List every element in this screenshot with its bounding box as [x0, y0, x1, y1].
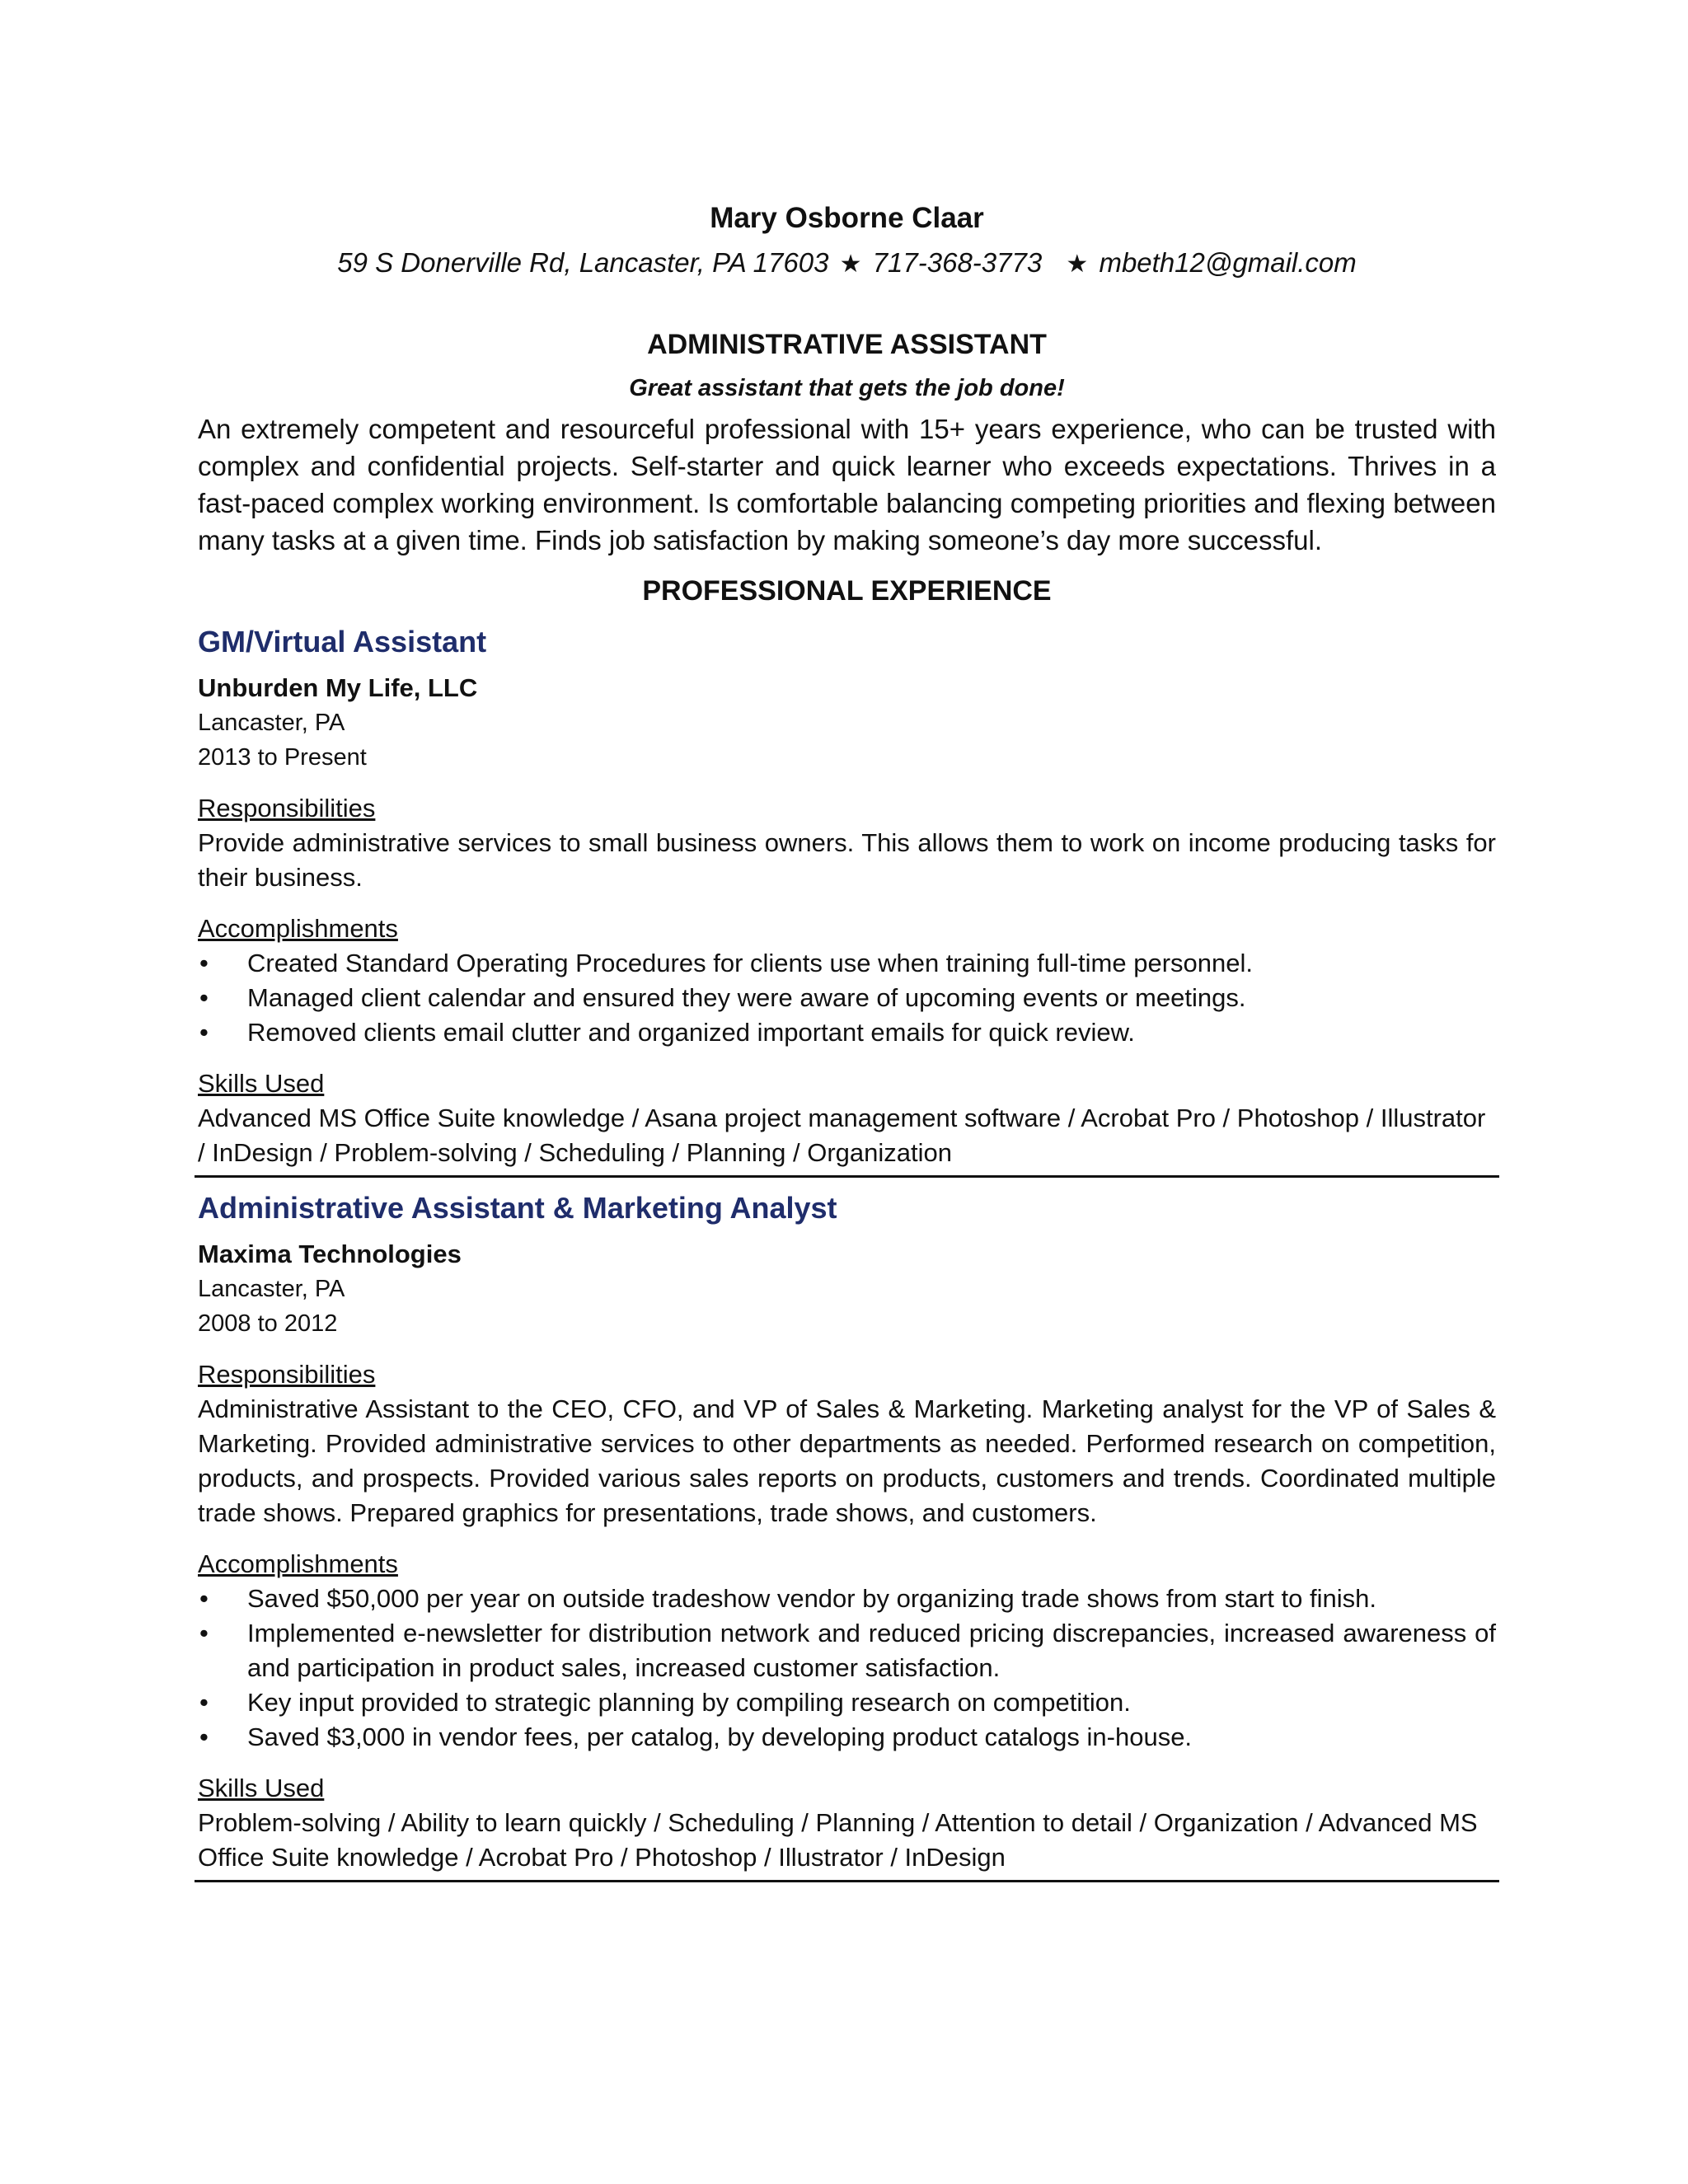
bullet-icon: •	[199, 1584, 209, 1613]
skills-label: Skills Used	[198, 1069, 325, 1098]
accomplishments-label: Accomplishments	[198, 914, 398, 943]
list-item: • Saved $3,000 in vendor fees, per catalog, by developing product catalogs in-house.	[198, 1720, 1496, 1755]
skills-text: Problem-solving / Ability to learn quickly / Scheduling / Planning / Attention to detail / Organization / Advanced MS Office Suite knowledge / Acrobat Pro / Photoshop / Illustrator / InDesign	[198, 1808, 1478, 1872]
skills-label: Skills Used	[198, 1774, 325, 1802]
resume-page	[198, 198, 1496, 1882]
list-item: • Created Standard Operating Procedures for clients use when training full-time personnel.	[198, 946, 1496, 981]
address: 59 S Donerville Rd, Lancaster, PA 17603	[337, 247, 829, 278]
company-name: Maxima Technologies	[198, 1240, 462, 1268]
star-icon: ★	[839, 251, 862, 278]
list-item: • Removed clients email clutter and organized important emails for quick review.	[198, 1015, 1496, 1050]
job-role: GM/Virtual Assistant	[198, 625, 487, 658]
tagline: Great assistant that gets the job done!	[629, 375, 1065, 401]
accomplishments-list	[198, 946, 1496, 1050]
job-dates: 2013 to Present	[198, 744, 367, 771]
responsibilities-text: Administrative Assistant to the CEO, CFO, and VP of Sales & Marketing. Marketing analyst for the VP of Sales & Marketing. Provided administrative services to other departments as needed. Performed research on competition, products, and prospects. Provided various sales reports on products, customers and trends. Coordinated multiple trade shows. Prepared graphics for presentations, trade shows, and customers.	[198, 1394, 1496, 1527]
divider	[195, 1880, 1499, 1882]
phone: 717-368-3773	[872, 247, 1043, 278]
divider	[195, 1175, 1499, 1178]
bullet-icon: •	[199, 1018, 209, 1047]
summary: An extremely competent and resourceful professional with 15+ years experience, who can be trusted with complex and confidential projects. Self-starter and quick learner who exceeds expectations. Thrives in a fast-paced complex working environment. Is comfortable balancing competing priorities and flexing between many tasks at a given time. Finds job satisfaction by making someone’s day more successful.	[198, 414, 1496, 555]
bullet-icon: •	[199, 1722, 209, 1751]
job-location: Lancaster, PA	[198, 710, 345, 736]
responsibilities-text: Provide administrative services to small business owners. This allows them to work on income producing tasks for their business.	[198, 828, 1496, 892]
responsibilities-label: Responsibilities	[198, 1360, 376, 1389]
email: mbeth12@gmail.com	[1099, 247, 1357, 278]
bullet-icon: •	[199, 1619, 209, 1647]
bullet-icon: •	[199, 1688, 209, 1717]
bullet-icon: •	[199, 949, 209, 977]
accomplishments-label: Accomplishments	[198, 1549, 398, 1578]
responsibilities-label: Responsibilities	[198, 794, 376, 823]
company-name: Unburden My Life, LLC	[198, 673, 478, 702]
experience-heading: PROFESSIONAL EXPERIENCE	[642, 575, 1052, 607]
job-entry	[198, 621, 1496, 1178]
accomplishments-list	[198, 1582, 1496, 1755]
list-item: • Saved $50,000 per year on outside tradeshow vendor by organizing trade shows from start to finish.	[198, 1582, 1496, 1616]
job-location: Lancaster, PA	[198, 1276, 345, 1302]
list-item: • Key input provided to strategic planning by compiling research on competition.	[198, 1685, 1496, 1720]
job-entry	[198, 1188, 1496, 1882]
star-icon: ★	[1066, 251, 1089, 278]
skills-text: Advanced MS Office Suite knowledge / Asana project management software / Acrobat Pro / Photoshop / Illustrator / InDesign / Problem-solving / Scheduling / Planning / Organization	[198, 1104, 1486, 1167]
list-item: • Managed client calendar and ensured they were aware of upcoming events or meetings.	[198, 981, 1496, 1015]
job-role: Administrative Assistant & Marketing Analyst	[198, 1191, 837, 1225]
candidate-name: Mary Osborne Claar	[710, 202, 984, 234]
target-title: ADMINISTRATIVE ASSISTANT	[647, 329, 1047, 360]
contact-line	[198, 242, 1496, 285]
bullet-icon: •	[199, 983, 209, 1012]
list-item: • Implemented e-newsletter for distribution network and reduced pricing discrepancies, increased awareness of and participation in product sales, increased customer satisfaction.	[198, 1616, 1496, 1685]
job-dates: 2008 to 2012	[198, 1310, 338, 1337]
